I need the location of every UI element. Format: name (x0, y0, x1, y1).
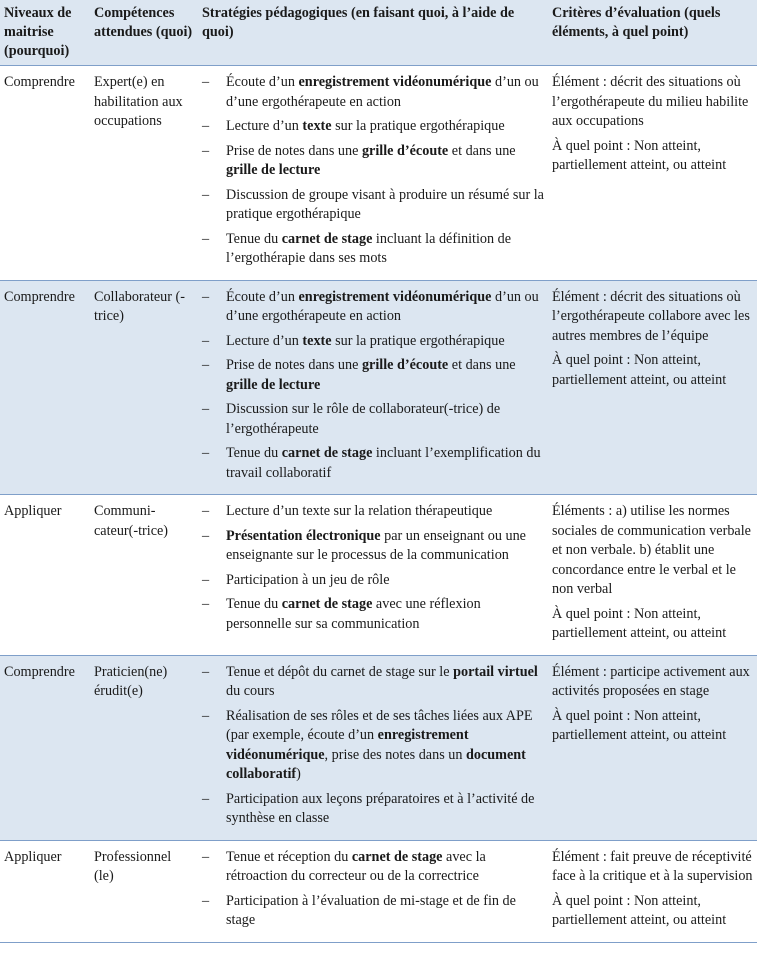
niveau-cell: Comprendre (0, 66, 90, 281)
strategies-cell (198, 495, 548, 656)
strategy-item: – Réalisation de ses rôles et de ses tâches liées aux APE (par exemple, écoute d’un enregistrement vidéonumérique, prise des notes dans un document collaboratif) (202, 707, 533, 782)
critere-quel-point: À quel point : Non atteint, partiellement atteint, ou atteint (552, 707, 727, 743)
critere-element: Élément : fait preuve de réceptivité face à la critique et à la supervision (552, 848, 753, 884)
critere-cell (548, 655, 757, 840)
table-row (0, 280, 757, 495)
critere-element: Élément : participe activement aux activités proposées en stage (552, 663, 750, 699)
bullet-dash: – (202, 445, 210, 461)
bullet-dash: – (202, 186, 210, 203)
strategies-list (202, 288, 546, 484)
bullet-dash: – (202, 892, 210, 909)
niveau-cell: Comprendre (0, 280, 90, 495)
critere-element: Élément : décrit des situations où l’ergothérapeute du milieu habilite aux occupations (552, 74, 749, 129)
bullet-dash: – (202, 332, 210, 349)
bullet-dash: – (202, 288, 210, 305)
strategy-item: – Discussion sur le rôle de collaborateur(-trice) de l’ergothérapeute (202, 401, 501, 437)
bullet-dash: – (202, 663, 210, 680)
strategy-item: – Tenue du carnet de stage incluant la définition de l’ergothérapie dans ses mots (202, 230, 512, 266)
strategies-cell (198, 655, 548, 840)
strategies-list (202, 848, 546, 931)
bullet-dash: – (202, 503, 210, 519)
bullet-dash: – (202, 527, 210, 544)
strategy-item: – Écoute d’un enregistrement vidéonumérique d’un ou d’une ergothérapeute en action (202, 74, 539, 110)
competence-cell: Praticien(ne) érudit(e) (90, 655, 198, 840)
niveau-cell: Appliquer (0, 840, 90, 942)
critere-cell (548, 495, 757, 656)
bullet-dash: – (202, 707, 210, 724)
critere-element: Éléments : a) utilise les normes sociales de communication verbale et non verbale. b) établit une concordance entre le verbal et le non verbal (552, 503, 751, 597)
bullet-dash: – (202, 118, 210, 134)
header-competences: Compétences attendues (quoi) (90, 0, 198, 66)
bullet-dash: – (202, 142, 210, 159)
strategy-item: – Discussion de groupe visant à produire un résumé sur la pratique ergothérapique (202, 186, 544, 222)
strategy-item: – Tenue et réception du carnet de stage avec la rétroaction du correcteur ou de la correctrice (202, 848, 486, 884)
strategy-item: – Écoute d’un enregistrement vidéonumérique d’un ou d’une ergothérapeute en action (202, 288, 539, 324)
strategies-list (202, 73, 546, 269)
table-row (0, 66, 757, 281)
table-row (0, 655, 757, 840)
bullet-dash: – (202, 74, 210, 90)
strategies-list (202, 663, 546, 829)
table-row (0, 840, 757, 942)
bullet-dash: – (202, 401, 210, 417)
header-row (0, 0, 757, 66)
strategy-item: – Lecture d’un texte sur la pratique ergothérapique (202, 332, 546, 352)
niveau-cell: Appliquer (0, 495, 90, 656)
header-strategies: Stratégies pédagogiques (en faisant quoi, à l’aide de quoi) (198, 0, 548, 66)
strategies-list (202, 502, 546, 634)
header-niveaux: Niveaux de maitrise (pourquoi) (0, 0, 90, 66)
strategy-item: – Tenue du carnet de stage avec une réflexion personnelle sur sa communication (202, 596, 481, 632)
strategy-item: – Lecture d’un texte sur la relation thérapeutique (202, 502, 546, 522)
strategy-item: – Tenue du carnet de stage incluant l’exemplification du travail collaboratif (202, 445, 541, 481)
competence-cell: Collaborateur (-trice) (90, 280, 198, 495)
strategies-cell (198, 840, 548, 942)
competence-cell: Communi-cateur(-trice) (90, 495, 198, 656)
strategy-item: – Prise de notes dans une grille d’écoute et dans une grille de lecture (202, 142, 516, 178)
table-row (0, 495, 757, 656)
header-criteres: Critères d’évaluation (quels éléments, à quel point) (548, 0, 757, 66)
strategy-item: – Participation à l’évaluation de mi-stage et de fin de stage (202, 892, 516, 928)
strategy-item: – Tenue et dépôt du carnet de stage sur le portail virtuel du cours (202, 663, 538, 699)
bullet-dash: – (202, 848, 210, 865)
competence-cell: Expert(e) en habilitation aux occupations (90, 66, 198, 281)
critere-quel-point: À quel point : Non atteint, partiellement atteint, ou atteint (552, 352, 727, 388)
critere-cell (548, 280, 757, 495)
bullet-dash: – (202, 230, 210, 247)
strategy-item: – Participation à un jeu de rôle (202, 571, 546, 591)
critere-quel-point: À quel point : Non atteint, partiellement atteint, ou atteint (552, 137, 727, 173)
bullet-dash: – (202, 357, 210, 373)
critere-quel-point: À quel point : Non atteint, partiellement atteint, ou atteint (552, 605, 727, 641)
critere-quel-point: À quel point : Non atteint, partiellement atteint, ou atteint (552, 892, 727, 928)
strategy-item: – Présentation électronique par un enseignant ou une enseignante sur le processus de la communication (202, 527, 526, 563)
critere-cell (548, 840, 757, 942)
competence-cell: Professionnel (le) (90, 840, 198, 942)
strategies-cell (198, 280, 548, 495)
bullet-dash: – (202, 596, 210, 612)
critere-element: Élément : décrit des situations où l’ergothérapeute collabore avec les autres membres de l’équipe (552, 288, 750, 344)
strategy-item: – Lecture d’un texte sur la pratique ergothérapique (202, 117, 546, 137)
bullet-dash: – (202, 571, 210, 588)
niveau-cell: Comprendre (0, 655, 90, 840)
strategy-item: – Prise de notes dans une grille d’écoute et dans une grille de lecture (202, 357, 516, 393)
strategy-item: – Participation aux leçons préparatoires et à l’activité de synthèse en classe (202, 790, 535, 826)
strategies-cell (198, 66, 548, 281)
critere-cell (548, 66, 757, 281)
bullet-dash: – (202, 790, 210, 807)
